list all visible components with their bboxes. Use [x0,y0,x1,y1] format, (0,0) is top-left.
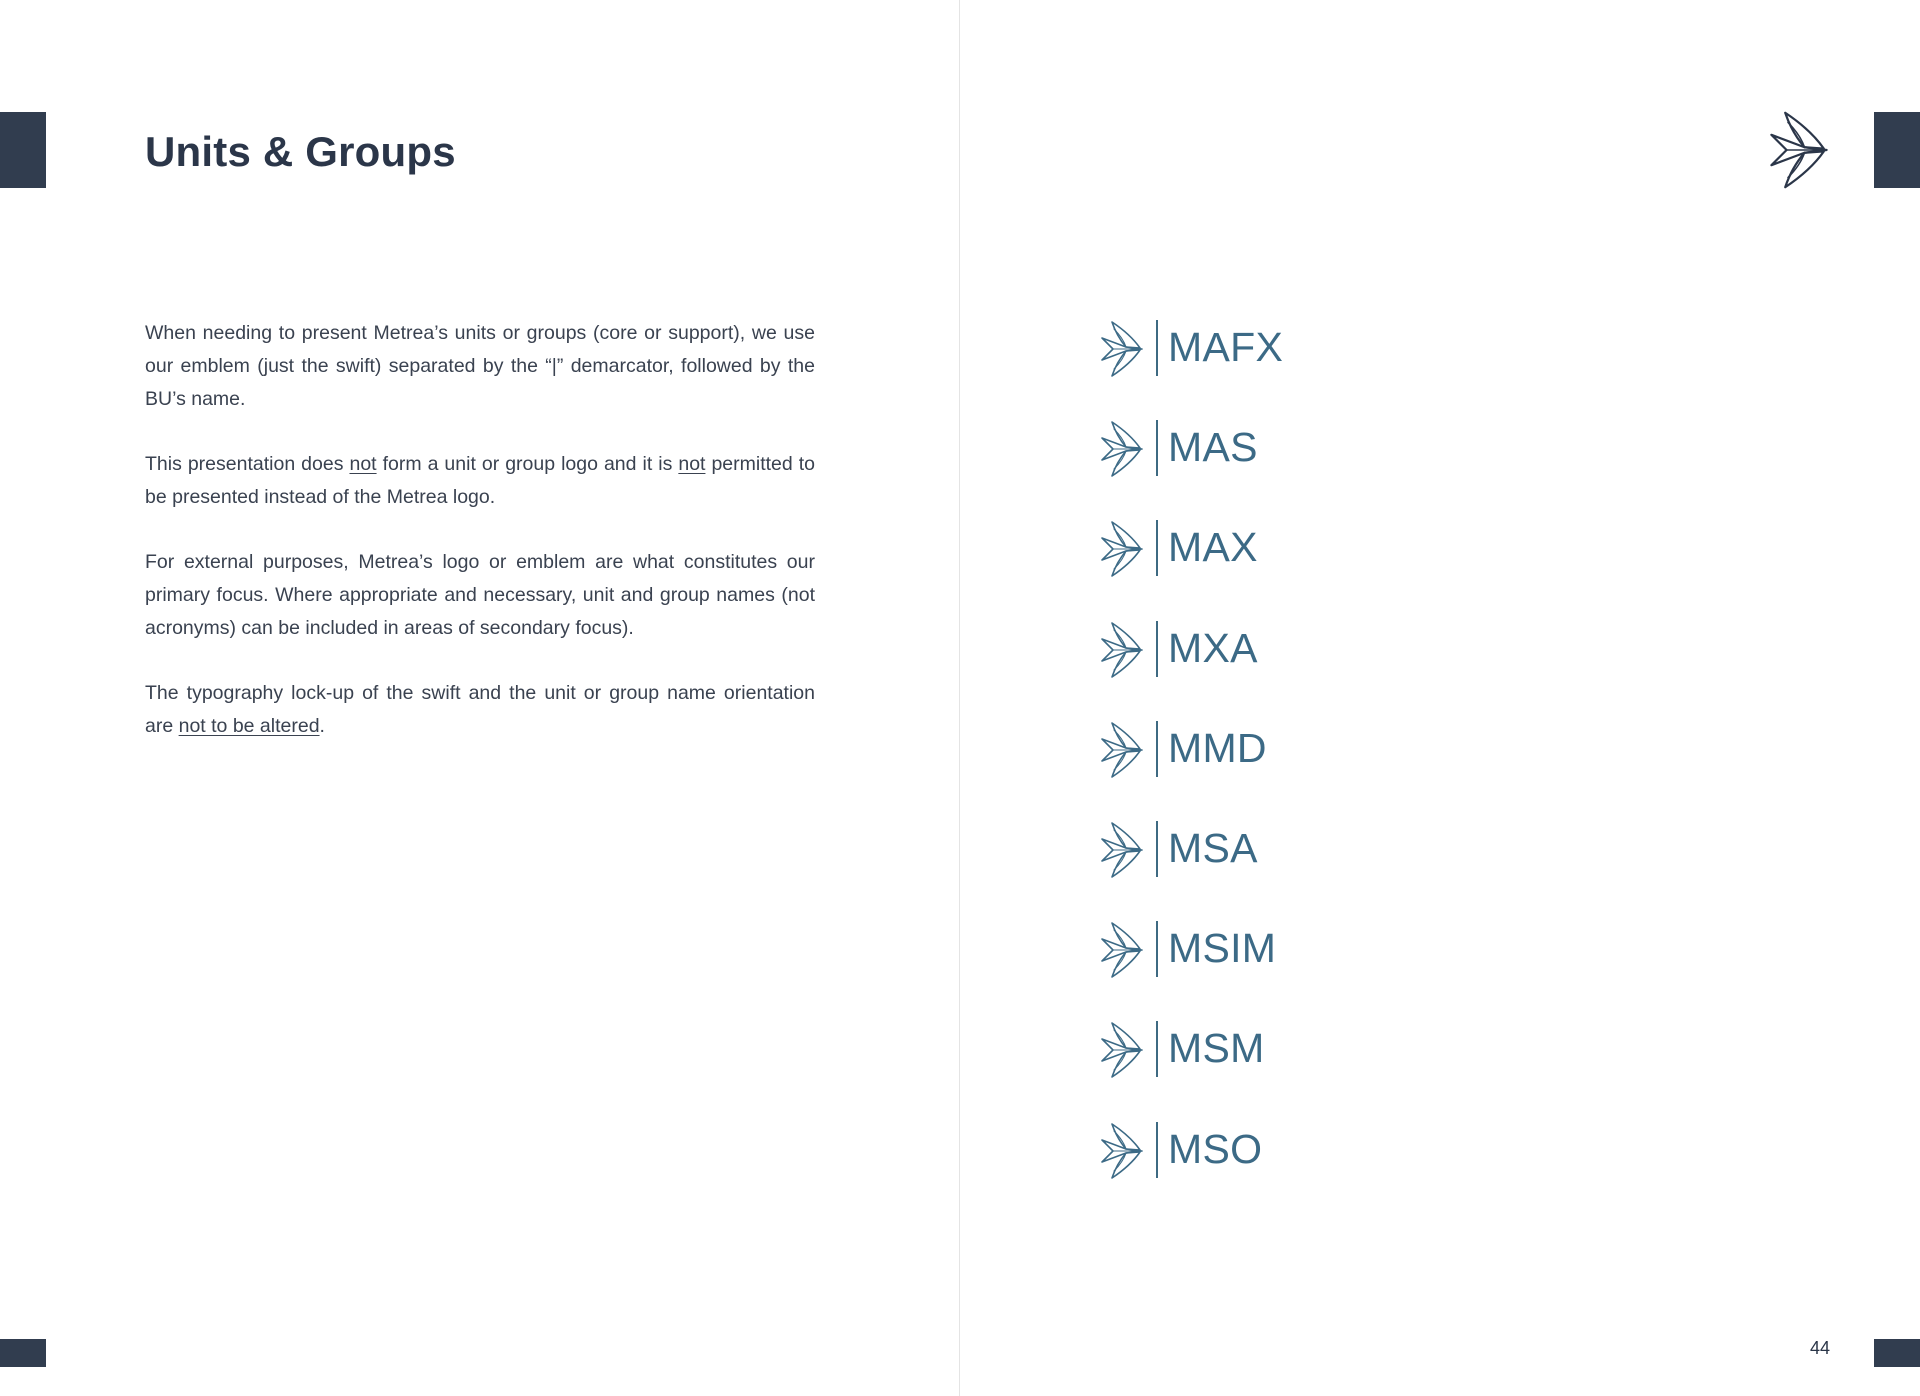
demarcator-bar [1156,1021,1158,1077]
paragraph-text: . [319,715,325,737]
unit-name: MSIM [1168,925,1277,971]
corner-tab-top-right [1874,112,1920,188]
body-paragraph [145,546,815,645]
unit-name: MAFX [1168,324,1284,370]
body-paragraph [145,317,815,416]
demarcator-bar [1156,721,1158,777]
unit-lockup [1100,919,1500,979]
unit-lockup [1100,1019,1500,1079]
paragraph-text: When needing to present Metrea’s units or groups (core or support), we use our emblem (just the swift) separated by the “|” demarcator, followed by the BU’s name. [145,322,815,410]
swift-bird-icon [1100,721,1144,779]
page-number: 44 [1809,1338,1830,1358]
demarcator-bar [1156,1122,1158,1178]
unit-name: MXA [1168,625,1258,671]
swift-bird-icon [1100,1021,1144,1079]
unit-lockup [1100,518,1500,578]
unit-lockup [1100,318,1500,378]
unit-name: MMD [1168,725,1267,771]
swift-bird-icon [1768,110,1830,190]
page-title: Units & Groups [145,128,456,175]
swift-bird-icon [1100,520,1144,578]
swift-bird-icon [1100,621,1144,679]
corner-tab-bottom-right [1874,1339,1920,1367]
demarcator-bar [1156,420,1158,476]
body-paragraph [145,677,815,743]
unit-lockup [1100,619,1500,679]
underlined-emphasis: not to be altered [178,715,320,737]
corner-tab-top-left [0,112,46,188]
demarcator-bar [1156,821,1158,877]
corner-tab-bottom-left [0,1339,46,1367]
unit-lockup [1100,719,1500,779]
unit-name: MSO [1168,1126,1263,1172]
paragraph-text: The typography lock-up of the swift and the unit or group name orientation are [145,682,815,737]
demarcator-bar [1156,520,1158,576]
swift-bird-icon [1100,921,1144,979]
demarcator-bar [1156,320,1158,376]
unit-lockup [1100,418,1500,478]
body-paragraph [145,448,815,514]
paragraph-text: form a unit or group logo and it is [376,453,679,475]
underlined-emphasis: not [678,453,706,475]
paragraph-text: permitted to be presented instead of the Metrea logo. [145,453,816,508]
paragraph-text: For external purposes, Metrea’s logo or emblem are what constitutes our primary focus. Where appropriate and necessary, unit and group names (not acronyms) can be included in areas of secondary focus). [145,551,815,639]
unit-name: MAX [1168,524,1258,570]
swift-bird-icon [1100,1122,1144,1180]
swift-bird-icon [1100,420,1144,478]
unit-lockup [1100,819,1500,879]
demarcator-bar [1156,921,1158,977]
unit-name: MSA [1168,825,1258,871]
swift-bird-icon [1100,821,1144,879]
page-divider [959,0,960,1396]
body-text [145,317,815,775]
unit-name: MSM [1168,1025,1265,1071]
swift-bird-icon [1100,320,1144,378]
underlined-emphasis: not [349,453,377,475]
paragraph-text: This presentation does [145,453,350,475]
unit-name: MAS [1168,424,1258,470]
demarcator-bar [1156,621,1158,677]
unit-lockup [1100,1120,1500,1180]
